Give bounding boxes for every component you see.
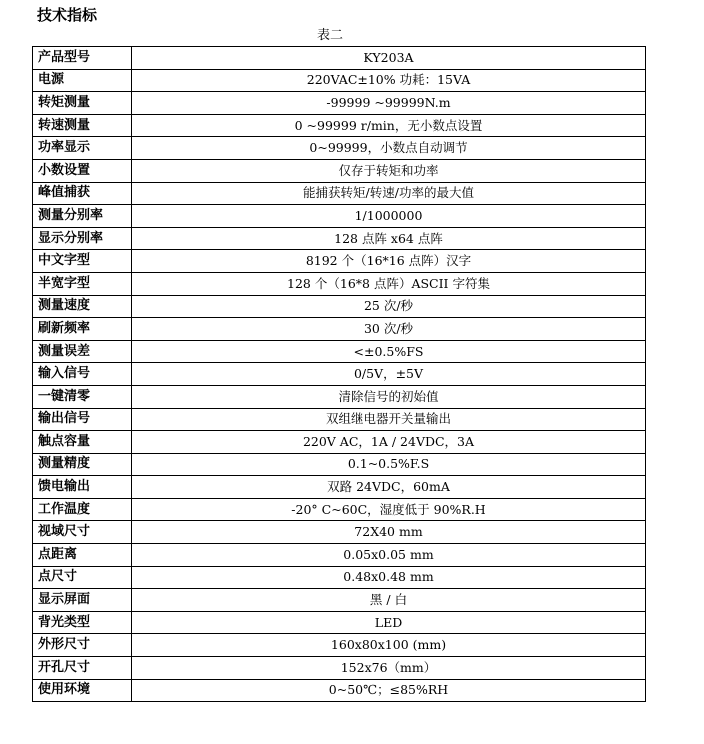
row-label: 刷新频率 <box>33 318 132 341</box>
spec-table <box>32 46 646 702</box>
table-row <box>33 182 646 205</box>
table-row <box>33 408 646 431</box>
row-value: 仅存于转矩和功率 <box>132 159 646 182</box>
row-label: 输出信号 <box>33 408 132 431</box>
table-row <box>33 611 646 634</box>
row-value: <±0.5%FS <box>132 340 646 363</box>
table-row <box>33 272 646 295</box>
row-label: 显示屏面 <box>33 589 132 612</box>
row-label: 一键清零 <box>33 385 132 408</box>
row-value: 25 次/秒 <box>132 295 646 318</box>
row-label: 转矩测量 <box>33 92 132 115</box>
table-row <box>33 566 646 589</box>
row-value: 0~50℃；≤85%RH <box>132 679 646 702</box>
table-row <box>33 159 646 182</box>
table-row <box>33 227 646 250</box>
section-heading: 技术指标 <box>37 6 98 24</box>
table-row <box>33 363 646 386</box>
table-row <box>33 205 646 228</box>
row-label: 中文字型 <box>33 250 132 273</box>
row-label: 产品型号 <box>33 47 132 70</box>
table-row <box>33 589 646 612</box>
table-row <box>33 318 646 341</box>
table-row <box>33 634 646 657</box>
table-row <box>33 137 646 160</box>
table-row <box>33 385 646 408</box>
row-value: 128 个（16*8 点阵）ASCII 字符集 <box>132 272 646 295</box>
row-value: 清除信号的初始值 <box>132 385 646 408</box>
row-value: -99999 ~99999N.m <box>132 92 646 115</box>
table-caption: 表二 <box>316 28 343 43</box>
row-label: 点尺寸 <box>33 566 132 589</box>
row-label: 小数设置 <box>33 159 132 182</box>
table-row <box>33 453 646 476</box>
row-label: 工作温度 <box>33 498 132 521</box>
row-value: -20° C~60C，湿度低于 90%R.H <box>132 498 646 521</box>
row-label: 视域尺寸 <box>33 521 132 544</box>
row-label: 测量精度 <box>33 453 132 476</box>
row-value: 8192 个（16*16 点阵）汉字 <box>132 250 646 273</box>
row-value: 1/1000000 <box>132 205 646 228</box>
table-row <box>33 340 646 363</box>
row-value: 0 ~99999 r/min，无小数点设置 <box>132 114 646 137</box>
row-value: 0.48x0.48 mm <box>132 566 646 589</box>
table-row <box>33 69 646 92</box>
row-value: 0~99999，小数点自动调节 <box>132 137 646 160</box>
row-label: 测量误差 <box>33 340 132 363</box>
row-value: 152x76（mm） <box>132 657 646 680</box>
row-label: 馈电输出 <box>33 476 132 499</box>
table-row <box>33 250 646 273</box>
row-value: 220V AC，1A / 24VDC，3A <box>132 431 646 454</box>
row-label: 半宽字型 <box>33 272 132 295</box>
row-value: 220VAC±10% 功耗：15VA <box>132 69 646 92</box>
row-value: 能捕获转矩/转速/功率的最大值 <box>132 182 646 205</box>
table-row <box>33 544 646 567</box>
row-value: 30 次/秒 <box>132 318 646 341</box>
row-label: 使用环境 <box>33 679 132 702</box>
table-row <box>33 114 646 137</box>
row-value: KY203A <box>132 47 646 70</box>
row-label: 电源 <box>33 69 132 92</box>
row-label: 功率显示 <box>33 137 132 160</box>
table-row <box>33 431 646 454</box>
table-row <box>33 295 646 318</box>
row-value: 160x80x100 (mm) <box>132 634 646 657</box>
table-row <box>33 657 646 680</box>
row-label: 触点容量 <box>33 431 132 454</box>
table-row <box>33 679 646 702</box>
row-label: 点距离 <box>33 544 132 567</box>
spec-table-body <box>33 47 646 702</box>
row-label: 转速测量 <box>33 114 132 137</box>
row-value: 0.1~0.5%F.S <box>132 453 646 476</box>
table-row <box>33 476 646 499</box>
row-value: 0/5V，±5V <box>132 363 646 386</box>
table-row <box>33 521 646 544</box>
row-label: 背光类型 <box>33 611 132 634</box>
row-label: 显示分别率 <box>33 227 132 250</box>
row-value: 双组继电器开关量输出 <box>132 408 646 431</box>
row-value: 72X40 mm <box>132 521 646 544</box>
row-value: 0.05x0.05 mm <box>132 544 646 567</box>
row-label: 外形尺寸 <box>33 634 132 657</box>
row-value: LED <box>132 611 646 634</box>
row-label: 开孔尺寸 <box>33 657 132 680</box>
row-label: 输入信号 <box>33 363 132 386</box>
row-label: 测量速度 <box>33 295 132 318</box>
row-label: 峰值捕获 <box>33 182 132 205</box>
row-value: 黑 / 白 <box>132 589 646 612</box>
table-row <box>33 498 646 521</box>
row-label: 测量分别率 <box>33 205 132 228</box>
row-value: 双路 24VDC，60mA <box>132 476 646 499</box>
table-row <box>33 47 646 70</box>
table-row <box>33 92 646 115</box>
row-value: 128 点阵 x64 点阵 <box>132 227 646 250</box>
